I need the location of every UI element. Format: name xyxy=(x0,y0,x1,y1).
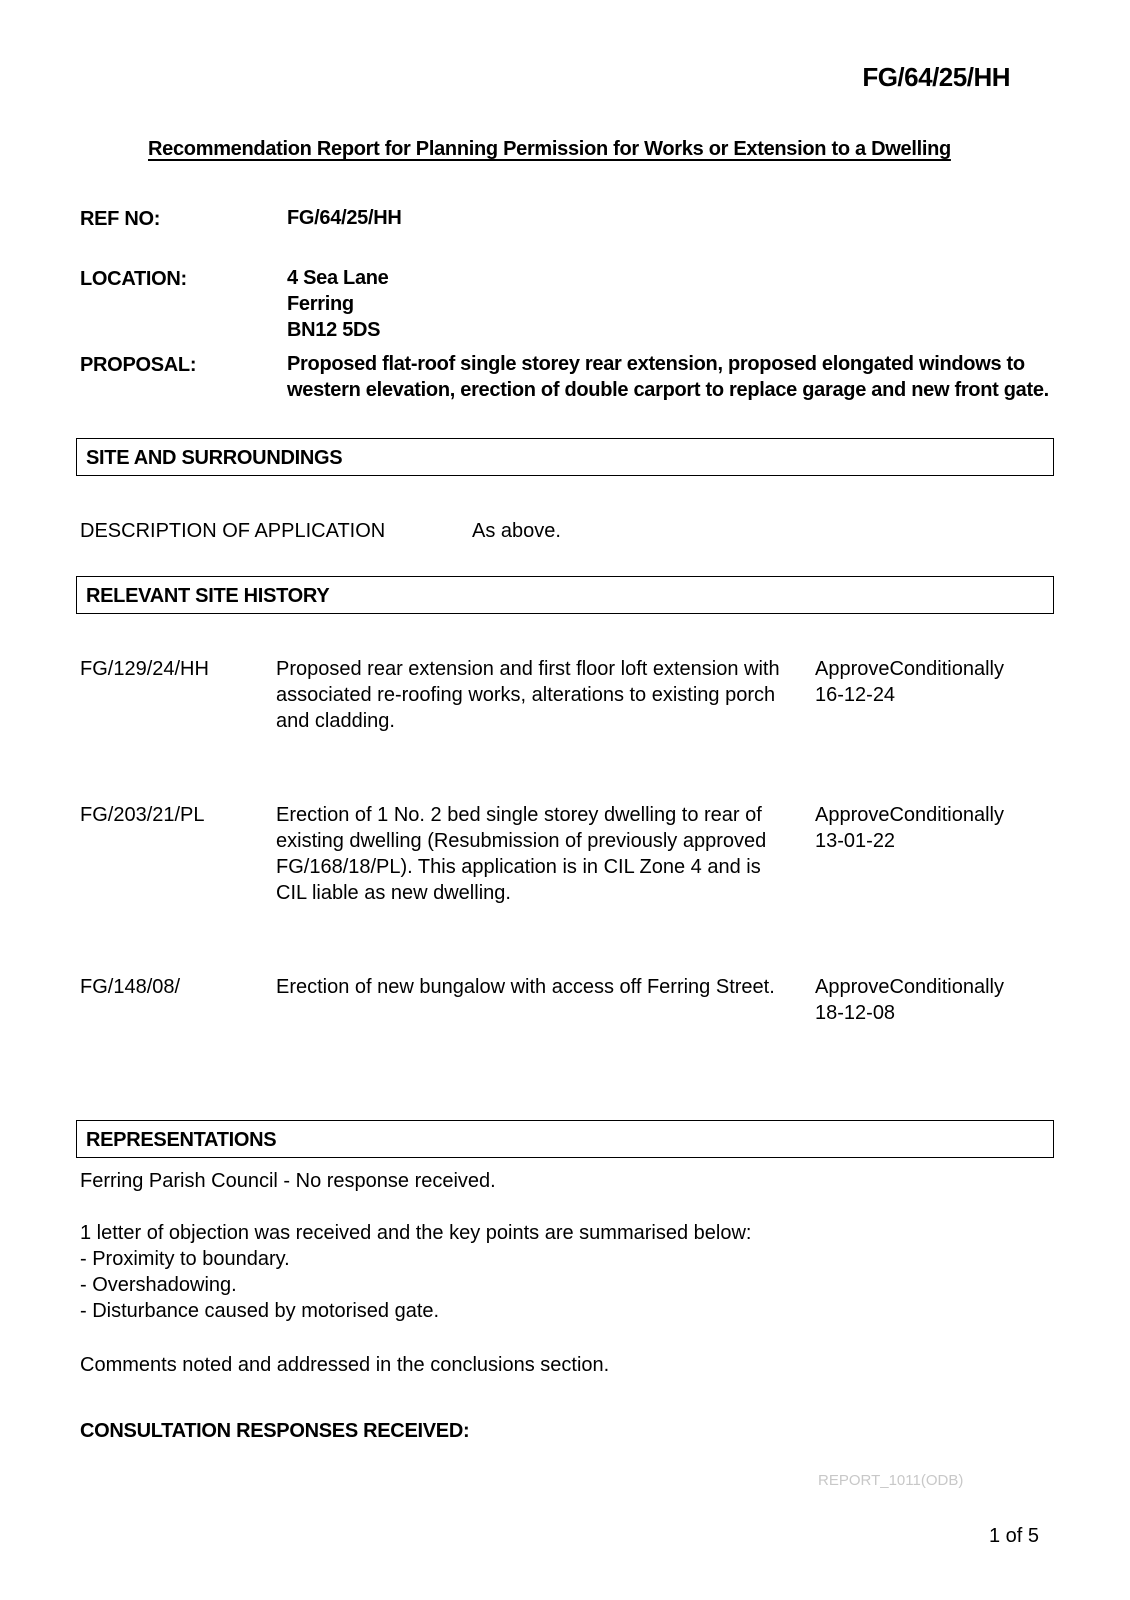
history-decision-date: 13-01-22 xyxy=(815,830,896,852)
proposal-line: western elevation, erection of double carport to replace garage and new front gate. xyxy=(287,379,1049,401)
history-decision-text: ApproveConditionally xyxy=(815,658,1005,680)
history-description-line: Erection of 1 No. 2 bed single storey dwelling to rear of xyxy=(276,804,762,826)
location-line: BN12 5DS xyxy=(287,319,381,341)
history-description-line: existing dwelling (Resubmission of previously approved xyxy=(276,830,767,852)
page-title: Recommendation Report for Planning Permission for Works or Extension to a Dwelling xyxy=(148,138,951,160)
ref-no-label: REF NO: xyxy=(80,208,161,230)
objection-point: - Disturbance caused by motorised gate. xyxy=(80,1300,440,1322)
history-description xyxy=(276,802,811,906)
history-ref: FG/148/08/ xyxy=(80,976,181,998)
history-decision-text: ApproveConditionally xyxy=(815,804,1005,826)
location-label: LOCATION: xyxy=(80,268,187,290)
history-decision-date: 18-12-08 xyxy=(815,1002,896,1024)
representations-closing: Comments noted and addressed in the conclusions section. xyxy=(80,1354,610,1376)
history-description-line: Proposed rear extension and first floor loft extension with xyxy=(276,658,780,680)
objection-intro: 1 letter of objection was received and the key points are summarised below: xyxy=(80,1222,752,1244)
history-ref: FG/129/24/HH xyxy=(80,658,209,680)
representations-heading: REPRESENTATIONS xyxy=(76,1120,1054,1158)
description-value: As above. xyxy=(472,520,561,542)
ref-no-value: FG/64/25/HH xyxy=(287,207,402,229)
representations-objections xyxy=(80,1220,751,1324)
history-decision-text: ApproveConditionally xyxy=(815,976,1005,998)
description-label: DESCRIPTION OF APPLICATION xyxy=(80,520,386,542)
page-number: 1 of 5 xyxy=(989,1525,1040,1547)
history-description-line: FG/168/18/PL). This application is in CIL Zone 4 and is xyxy=(276,856,761,878)
history-description-line: Erection of new bungalow with access off Ferring Street. xyxy=(276,976,775,998)
history-description-line: CIL liable as new dwelling. xyxy=(276,882,511,904)
proposal-line: Proposed flat-roof single storey rear extension, proposed elongated windows to xyxy=(287,353,1025,375)
history-ref: FG/203/21/PL xyxy=(80,804,205,826)
objection-point: - Overshadowing. xyxy=(80,1274,237,1296)
consultation-heading: CONSULTATION RESPONSES RECEIVED: xyxy=(80,1420,470,1442)
location-value xyxy=(287,265,389,343)
location-line: 4 Sea Lane xyxy=(287,267,389,289)
proposal-value xyxy=(287,351,1049,403)
history-decision xyxy=(815,974,1045,1026)
objection-point: - Proximity to boundary. xyxy=(80,1248,290,1270)
history-decision xyxy=(815,802,1045,854)
history-description xyxy=(276,656,811,734)
proposal-label: PROPOSAL: xyxy=(80,354,197,376)
history-description xyxy=(276,974,811,1000)
site-surroundings-heading: SITE AND SURROUNDINGS xyxy=(76,438,1054,476)
representations-parish: Ferring Parish Council - No response received. xyxy=(80,1170,496,1192)
report-code: REPORT_1011(ODB) xyxy=(818,1472,964,1489)
history-description-line: associated re-roofing works, alterations to existing porch xyxy=(276,684,776,706)
location-line: Ferring xyxy=(287,293,354,315)
history-decision xyxy=(815,656,1045,708)
header-reference: FG/64/25/HH xyxy=(862,62,1010,92)
history-description-line: and cladding. xyxy=(276,710,395,732)
history-decision-date: 16-12-24 xyxy=(815,684,896,706)
site-history-heading: RELEVANT SITE HISTORY xyxy=(76,576,1054,614)
